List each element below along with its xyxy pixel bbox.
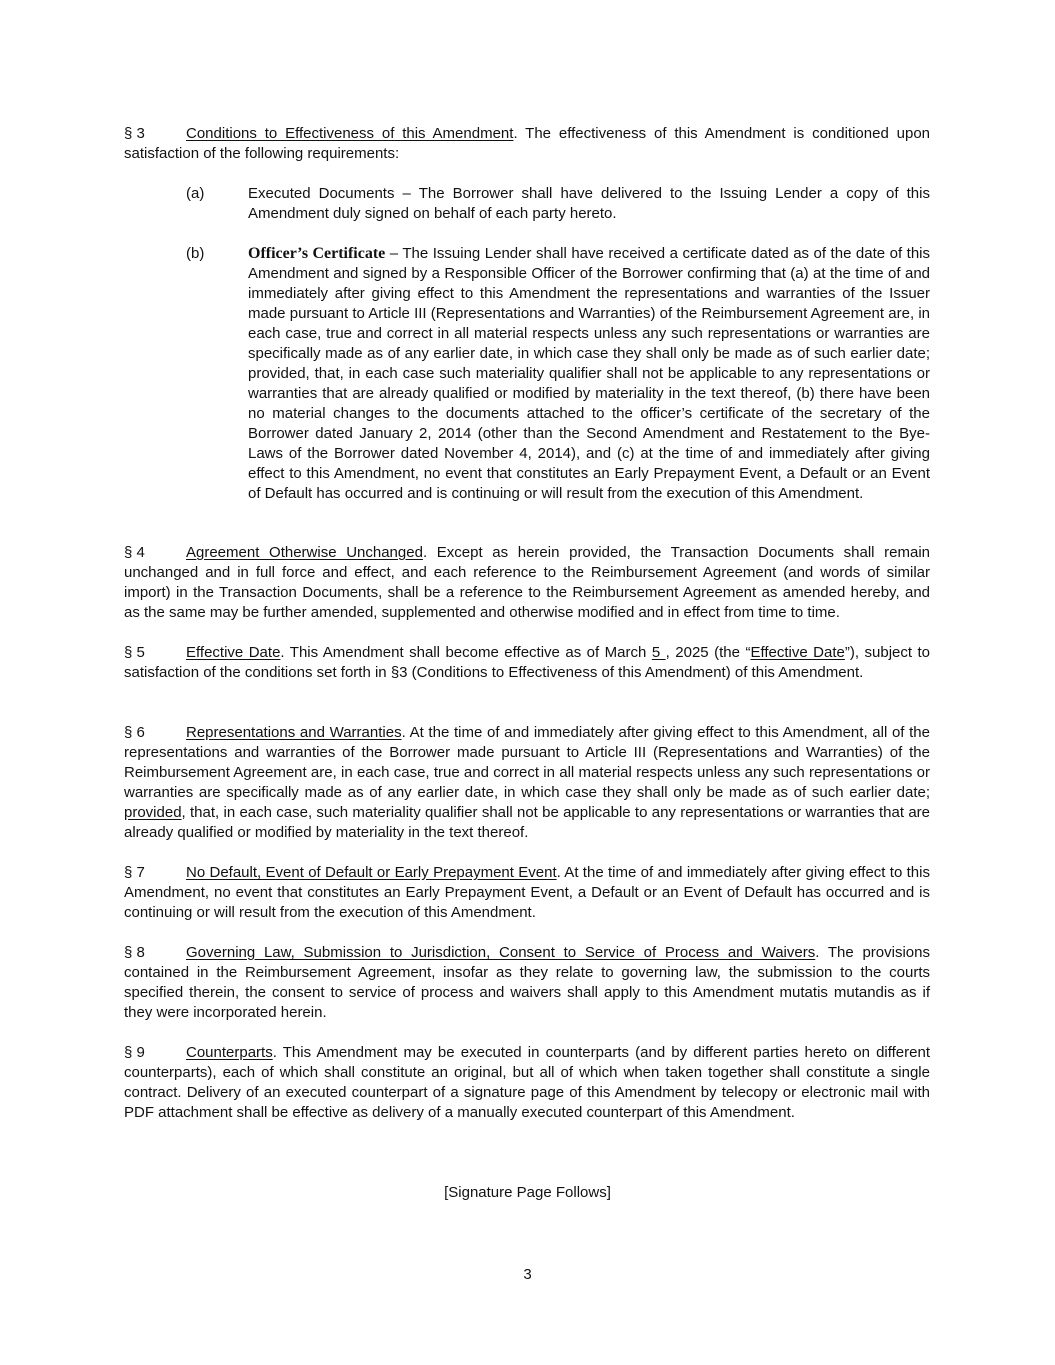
section-heading: Agreement Otherwise Unchanged [186, 544, 423, 561]
section-text-mid: , 2025 (the “ [665, 644, 751, 661]
item-text: Executed Documents – The Borrower shall have delivered to the Issuing Lender a copy of this Amendment duly signed on behalf of each party hereto. [248, 185, 930, 222]
signature-page-note: [Signature Page Follows] [444, 1184, 611, 1201]
section-4 [124, 543, 930, 623]
section-number: § 7 [124, 864, 145, 881]
item-label: (a) [186, 185, 205, 202]
section-text: . Except as herein provided, the Transaction Documents shall remain unchanged and in full force and effect, and each reference to the Reimbursement Agreement (and words of similar import) in the Transaction Documents, shall be a reference to the Reimbursement Agreement as amended hereby, and as the same may be further amended, supplemented and otherwise modified and in effect from time to time. [124, 544, 931, 621]
defined-term: Effective Date [750, 644, 845, 661]
provided-term: provided [124, 804, 182, 821]
section-text-after: ”), subject to satisfaction of the conditions set forth in §3 (Conditions to Effectiveness of this Amendment) of this Amendment. [124, 644, 931, 681]
section-number: § 9 [124, 1044, 145, 1061]
section-6 [124, 723, 930, 843]
section-8 [124, 943, 930, 1023]
section-number: § 6 [124, 724, 145, 741]
section-7 [124, 863, 930, 923]
section-number: § 4 [124, 544, 145, 561]
page-number: 3 [523, 1266, 532, 1283]
item-body: – The Issuing Lender shall have received a certificate dated as of the date of this Amendment and signed by a Responsible Officer of the Borrower confirming that (a) at the time of and immediately after giving effect to this Amendment the representations and warranties of the Issuer made pursuant to Article III (Representations and Warranties) of the Reimbursement Agreement are, in each case, true and correct in all material respects unless any such representations or warranties are specifically made as of any earlier date, in which case they shall only be made as of such earlier date; provided, that, in each case such materiality qualifier shall not be applicable to any representations or warranties that are already qualified or modified by materiality in the text thereof, (b) there have been no material changes to the documents attached to the officer’s certificate of the secretary of the Borrower dated January 2, 2014 (other than the Second Amendment and Restatement to the Bye-Laws of the Borrower dated November 4, 2014), and (c) at the time of and immediately after giving effect to this Amendment, no event that constitutes an Early Prepayment Event, a Default or an Event of Default has occurred and is continuing or will result from the execution of this Amendment. [248, 245, 930, 502]
section-number: § 5 [124, 644, 145, 661]
section-heading: Effective Date [186, 644, 281, 661]
section-text: . At the time of and immediately after giving effect to this Amendment, no event that constitutes an Early Prepayment Event, a Default or an Event of Default has occurred and is continuing or will result from the execution of this Amendment. [124, 864, 930, 921]
section-text: . This Amendment may be executed in counterparts (and by different parties hereto on different counterparts), each of which shall constitute an original, but all of which when taken together shall constitute a single contract. Delivery of an executed counterpart of a signature page of this Amendment by telecopy or electronic mail with PDF attachment shall be effective as delivery of a manually executed counterpart of this Amendment. [124, 1044, 930, 1121]
section-text-after: , that, in each case, such materiality qualifier shall not be applicable to any representations or warranties that are already qualified or modified by materiality in the text thereof. [124, 804, 930, 841]
section-heading: Counterparts [186, 1044, 273, 1061]
section-9 [124, 1043, 930, 1123]
section-heading: Governing Law, Submission to Jurisdiction, Consent to Service of Process and Waivers [186, 944, 816, 961]
section-text: . This Amendment shall become effective as of March [280, 644, 652, 661]
effective-day: 5 [651, 644, 666, 661]
section-heading: No Default, Event of Default or Early Prepayment Event [186, 864, 557, 881]
section-text: . The provisions contained in the Reimbursement Agreement, insofar as they relate to governing law, the submission to the courts specified therein, the consent to service of process and waivers shall apply to this Amendment mutatis mutandis as if they were incorporated herein. [124, 944, 930, 1021]
section-text: . At the time of and immediately after giving effect to this Amendment, all of the representations and warranties of the Borrower made pursuant to Article III (Representations and Warranties) of the Reimbursement Agreement are, in each case, true and correct in all material respects unless any such representations or warranties are specifically made as of any earlier date, in which case they shall only be made as of such earlier date; [124, 724, 930, 801]
item-text [248, 244, 930, 504]
section-number: § 8 [124, 944, 145, 961]
section-heading: Representations and Warranties [186, 724, 402, 741]
section-text: . The effectiveness of this Amendment is conditioned upon satisfaction of the following requirements: [124, 125, 931, 162]
section-heading: Conditions to Effectiveness of this Amendment [186, 125, 514, 142]
section-number: § 3 [124, 125, 145, 142]
section-5 [124, 643, 930, 683]
item-heading: Officer’s Certificate [248, 245, 386, 262]
item-label: (b) [186, 245, 205, 262]
section-3 [124, 124, 930, 164]
